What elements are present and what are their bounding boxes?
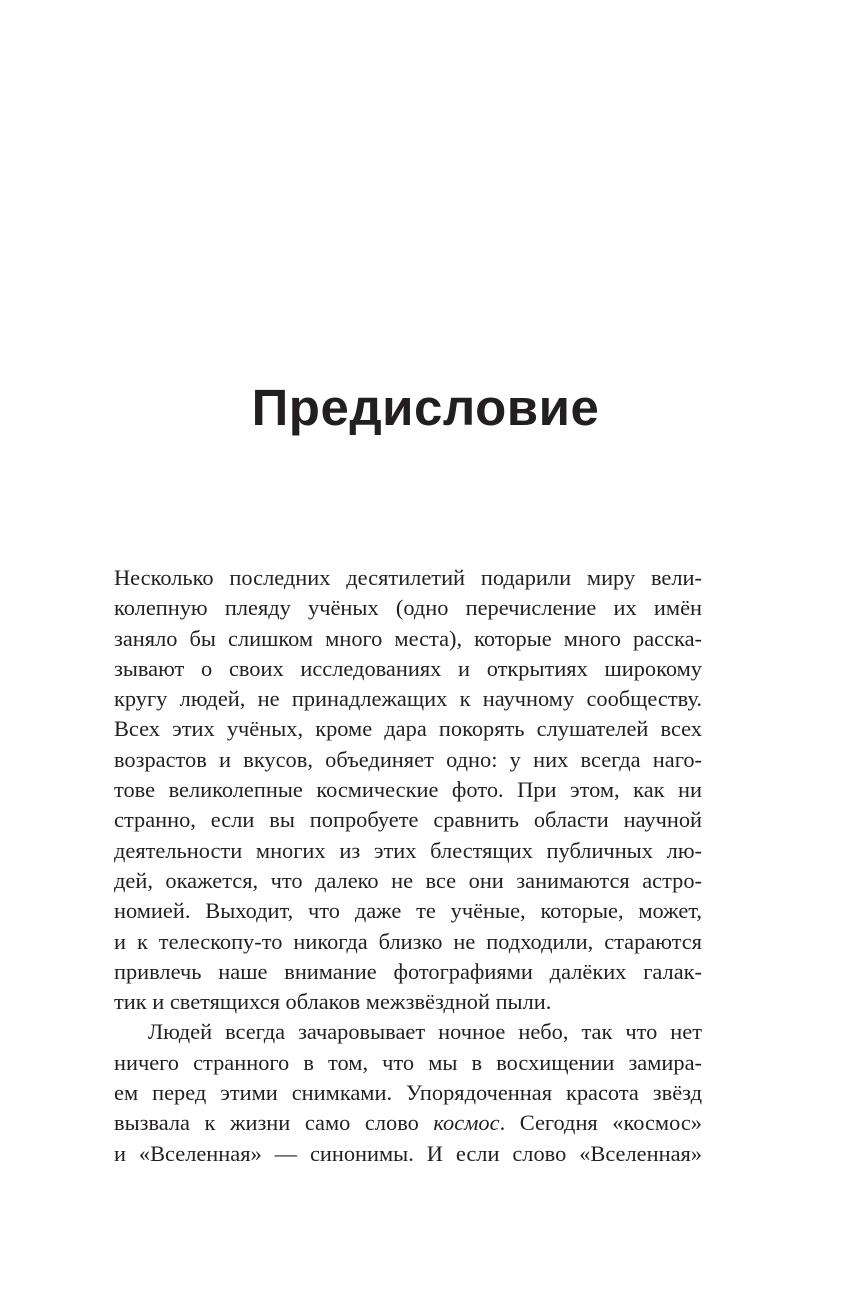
text-line: странно, если вы попробуете сравнить области научной xyxy=(114,807,702,833)
text-line: привлечь наше внимание фотографиями далёких галак- xyxy=(114,958,702,984)
text-line: ничего странного в том, что мы в восхищении замира- xyxy=(114,1049,702,1075)
text-line: Людей всегда зачаровывает ночное небо, так что нет xyxy=(148,1019,702,1045)
text-line: Несколько последних десятилетий подарили миру вели- xyxy=(114,565,702,590)
text-line: кругу людей, не принадлежащих к научному сообществу. xyxy=(114,686,702,712)
text-line: зывают о своих исследованиях и открытиях широкому xyxy=(114,655,702,681)
text-line: номией. Выходит, что даже те учёные, которые, может, xyxy=(114,898,702,924)
text-line: колепную плеяду учёных (одно перечисление их имён xyxy=(114,595,702,621)
text-line: и «Вселенная» — синонимы. И если слово «Вселенная» xyxy=(114,1140,702,1166)
text-run: . Сегодня «космос» xyxy=(499,1110,702,1136)
chapter-title: Предисловие xyxy=(251,379,600,436)
text-line: тик и светящихся облаков межзвёздной пыли. xyxy=(114,989,552,1015)
text-line: ем перед этими снимками. Упорядоченная красота звёзд xyxy=(114,1080,702,1106)
body-text xyxy=(114,563,702,1169)
paragraph-2 xyxy=(114,1017,702,1168)
text-line: возрастов и вкусов, объединяет одно: у них всегда наго- xyxy=(114,746,702,772)
text-line: тове великолепные космические фото. При этом, как ни xyxy=(114,777,702,803)
emphasis-word: космос xyxy=(433,1110,500,1136)
text-line: заняло бы слишком много места), которые много расска- xyxy=(114,625,702,651)
text-line: Всех этих учёных, кроме дара покорять слушателей всех xyxy=(114,716,702,742)
text-line-with-emphasis xyxy=(114,1108,702,1138)
text-line: и к телескопу-то никогда близко не подходили, стараются xyxy=(114,928,702,954)
paragraph-1 xyxy=(114,563,702,1017)
text-line: дей, окажется, что далеко не все они занимаются астро- xyxy=(114,867,702,893)
text-line: деятельности многих из этих блестящих публичных лю- xyxy=(114,837,702,863)
text-run: вызвала к жизни само слово xyxy=(114,1110,434,1136)
